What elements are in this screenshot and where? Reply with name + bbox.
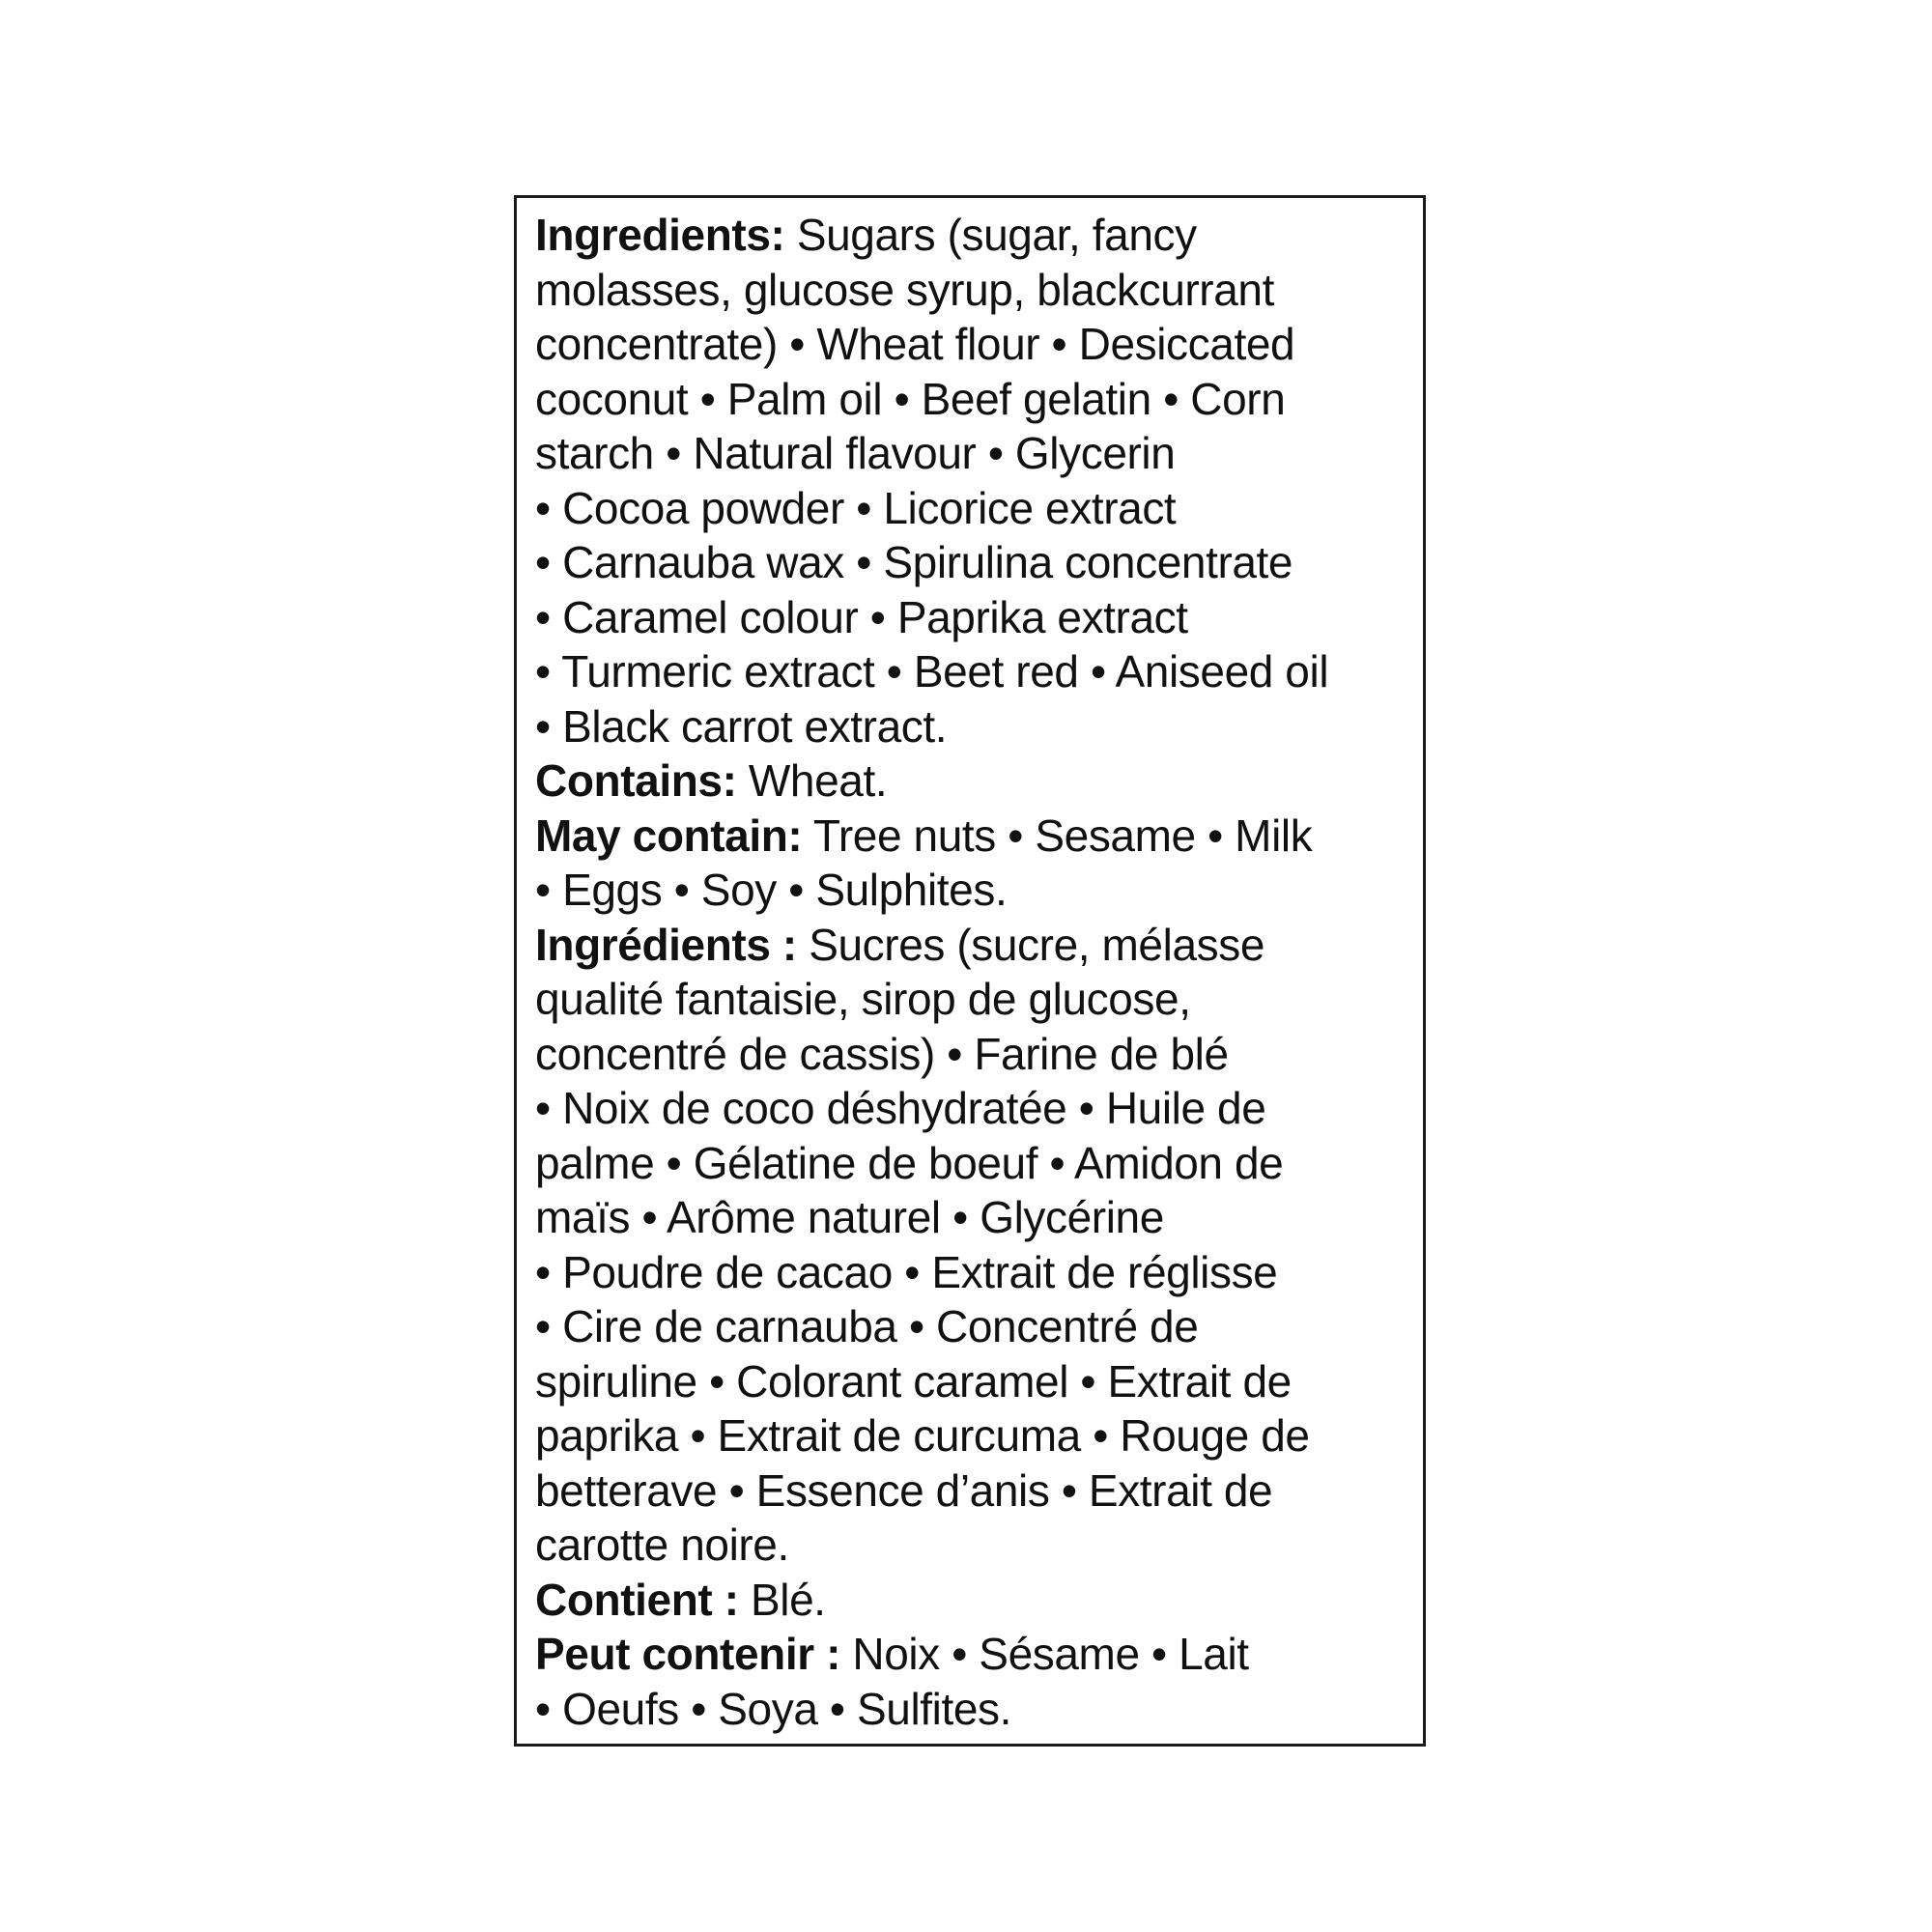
label-line xyxy=(535,590,1406,645)
label-line-text: palme • Gélatine de boeuf • Amidon de xyxy=(535,1137,1284,1188)
ingredients-label xyxy=(514,195,1426,1747)
label-line-text: betterave • Essence d’anis • Extrait de xyxy=(535,1464,1273,1516)
label-line-text: • Noix de coco déshydratée • Huile de xyxy=(535,1083,1266,1133)
label-line xyxy=(535,1136,1406,1191)
label-line xyxy=(535,535,1406,590)
label-line xyxy=(535,1081,1406,1136)
label-line-text: • Eggs • Soy • Sulphites. xyxy=(535,865,1008,915)
label-line-text: carotte noire. xyxy=(535,1520,789,1570)
label-line xyxy=(535,918,1406,973)
label-line-text: • Caramel colour • Paprika extract xyxy=(535,591,1188,642)
label-line xyxy=(535,1299,1406,1354)
label-line-text: Noix • Sésame • Lait xyxy=(840,1629,1249,1679)
label-line xyxy=(535,972,1406,1027)
label-line xyxy=(535,372,1406,427)
label-line-heading: Contains: xyxy=(535,755,737,806)
label-line xyxy=(535,1682,1406,1737)
label-line-text: Wheat. xyxy=(736,755,888,806)
label-line-heading: Ingredients: xyxy=(535,210,785,260)
label-line xyxy=(535,1354,1406,1409)
label-line-heading: Peut contenir : xyxy=(535,1629,841,1679)
label-line xyxy=(535,317,1406,372)
label-line xyxy=(535,1027,1406,1082)
label-line-text: qualité fantaisie, sirop de glucose, xyxy=(535,974,1191,1024)
label-line-text: Blé. xyxy=(738,1574,826,1625)
label-line xyxy=(535,426,1406,481)
label-line-text: paprika • Extrait de curcuma • Rouge de xyxy=(535,1410,1310,1461)
label-line-text: maïs • Arôme naturel • Glycérine xyxy=(535,1192,1164,1242)
label-line xyxy=(535,809,1406,864)
label-line-text: molasses, glucose syrup, blackcurrant xyxy=(535,264,1274,315)
label-line-heading: May contain: xyxy=(535,810,803,861)
label-line-text: concentrate) • Wheat flour • Desiccated xyxy=(535,319,1295,369)
label-line-text: • Black carrot extract. xyxy=(535,700,948,752)
label-line xyxy=(535,1463,1406,1519)
label-line xyxy=(535,1627,1406,1682)
label-line-text: starch • Natural flavour • Glycerin xyxy=(535,428,1176,478)
label-line-text: • Carnauba wax • Spirulina concentrate xyxy=(535,537,1293,587)
label-line-text: • Oeufs • Soya • Sulfites. xyxy=(535,1683,1012,1734)
label-line-text: spiruline • Colorant caramel • Extrait de xyxy=(535,1355,1292,1406)
label-line-heading: Contient : xyxy=(535,1574,739,1625)
label-line xyxy=(535,481,1406,536)
label-line-text: • Turmeric extract • Beet red • Aniseed oil xyxy=(535,646,1329,696)
label-line-text: Tree nuts • Sesame • Milk xyxy=(802,810,1313,861)
label-line xyxy=(535,753,1406,809)
label-line xyxy=(535,699,1406,754)
label-line-heading: Ingrédients : xyxy=(535,919,797,970)
label-line xyxy=(535,263,1406,318)
label-line-text: • Poudre de cacao • Extrait de réglisse xyxy=(535,1246,1278,1297)
label-line xyxy=(535,1408,1406,1463)
label-line-text: concentré de cassis) • Farine de blé xyxy=(535,1028,1229,1079)
label-line-text: • Cire de carnauba • Concentré de xyxy=(535,1301,1199,1351)
label-line-text: Sucres (sucre, mélasse xyxy=(796,919,1265,970)
label-line-text: Sugars (sugar, fancy xyxy=(784,210,1197,260)
label-line-text: coconut • Palm oil • Beef gelatin • Corn xyxy=(535,373,1286,424)
label-line xyxy=(535,1573,1406,1628)
label-line xyxy=(535,1518,1406,1573)
label-line xyxy=(535,1190,1406,1245)
label-line xyxy=(535,644,1406,699)
label-line xyxy=(535,208,1406,263)
label-line xyxy=(535,863,1406,918)
label-line-text: • Cocoa powder • Licorice extract xyxy=(535,482,1177,533)
label-line xyxy=(535,1245,1406,1300)
